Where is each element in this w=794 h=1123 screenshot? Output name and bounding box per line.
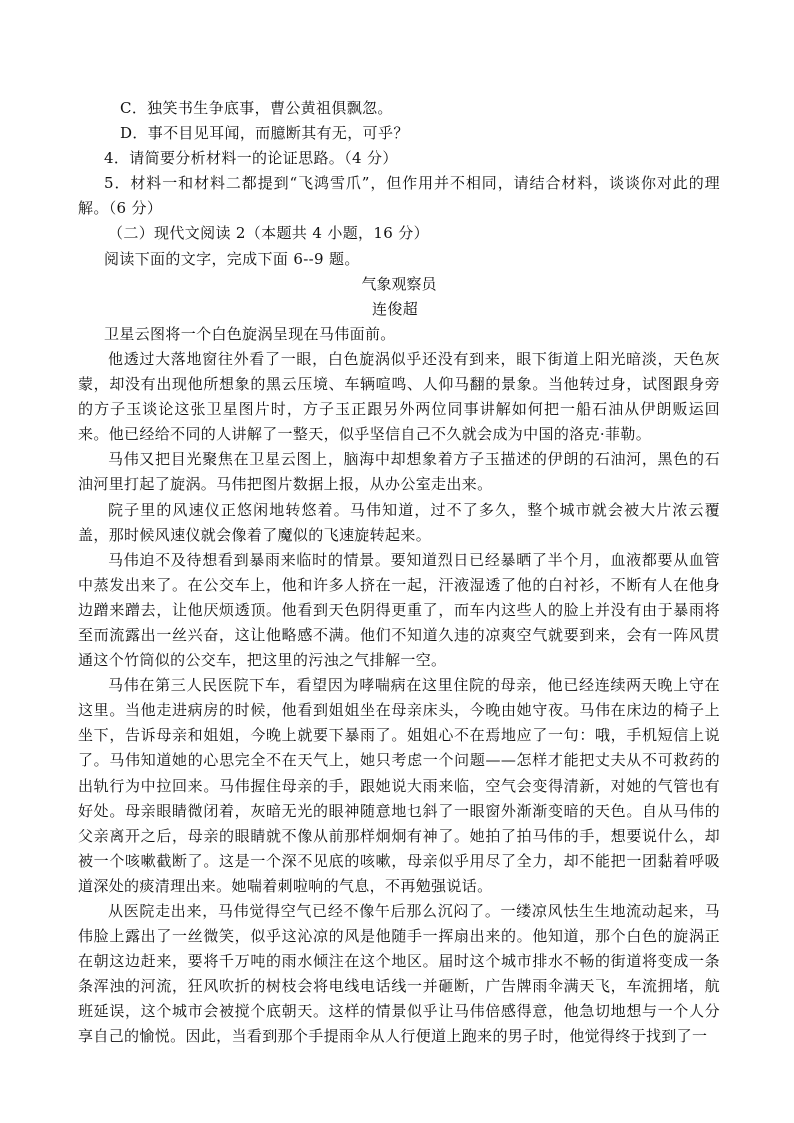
article-author: 连俊超: [372, 299, 419, 318]
option-c: C．独笑书生争底事，曹公黄祖俱飘忽。: [120, 99, 393, 117]
question-4: 4．请简要分析材料一的论证思路。（4 分）: [104, 149, 398, 168]
paragraph-6: 马伟在第三人民医院下车，看望因为哮喘病在这里住院的母亲，他已经连续两天晚上守在这里。当他走进病房的时候，他看到姐姐坐在母亲床头，今晚由她守夜。马伟在床边的椅子上坐下，告诉母亲和姐姐，今晚上就要下暴雨了。姐姐心不在焉地应了一句：哦，手机短信上说了。马伟知道她的心思完全不在天气上，她只考虑一个问题——怎样才能把丈夫从不可救药的出轨行为中拉回来。马伟握住母亲的手，跟她说大雨来临，空气会变得清新，对她的气管也有好处。母亲眼睛微闭着，灰暗无光的眼神随意地乜斜了一眼窗外渐渐变暗的天色。自从马伟的父亲离开之后，母亲的眼睛就不像从前那样炯炯有神了。她拍了拍马伟的手，想要说什么，却被一个咳嗽截断了。这是一个深不见底的咳嗽，母亲似乎用尽了全力，却不能把一团黏着呼吸道深处的痰清理出来。她喘着刺啦响的气息，不再勉强说话。: [78, 676, 720, 895]
paragraph-1: 卫星云图将一个白色旋涡呈现在马伟面前。: [104, 324, 396, 343]
paragraph-5: 马伟迫不及待想看到暴雨来临时的情景。要知道烈日已经暴晒了半个月，血液都要从血管中蒸发出来了。在公交车上，他和许多人挤在一起，汗液湿透了他的白衬衫，不断有人在他身边蹭来蹭去，让他厌烦透顶。他看到天色阴得更重了，而车内这些人的脸上并没有由于暴雨将至而流露出一丝兴奋，这让他略感不满。他们不知道久违的凉爽空气就要到来，会有一阵风贯通这个竹筒似的公交车，把这里的污浊之气排解一空。: [78, 550, 720, 670]
paragraph-2: 他透过大落地窗往外看了一眼，白色旋涡似乎还没有到来，眼下街道上阳光暗淡，天色灰蒙，却没有出现他所想象的黑云压境、车辆喧鸣、人仰马翻的景象。当他转过身，试图跟身旁的方子玉谈论这张卫星图片时，方子玉正跟另外两位同事讲解如何把一船石油从伊朗贩运回来。他已经给不同的人讲解了一整天，似乎坚信自己不久就会成为中国的洛克·菲勒。: [78, 349, 720, 444]
article-title: 气象观察员: [361, 274, 437, 293]
page-content: [78, 96, 720, 1050]
option-d: D．事不目见耳闻，而臆断其有无，可乎？: [120, 124, 409, 143]
question-5: 5．材料一和材料二都提到“飞鸿雪爪”，但作用并不相同，请结合材料，谈谈你对此的理解。（6 分）: [78, 174, 720, 218]
paragraph-7: 从医院走出来，马伟觉得空气已经不像午后那么沉闷了。一缕凉风怯生生地流动起来，马伟脸上露出了一丝微笑，似乎这沁凉的风是他随手一挥扇出来的。他知道，那个白色的旋涡正在朝这边赶来，要将千万吨的雨水倾注在这个地区。届时这个城市排水不畅的街道将变成一条条浑浊的河流，狂风吹折的树枝会将电线电话线一并砸断，广告牌雨伞满天飞，车流拥堵，航班延误，这个城市会被搅个底朝天。这样的情景似乎让马伟倍感得意，他急切地想与一个人分享自己的愉悦。因此，当看到那个手提雨伞从人行便道上跑来的男子时，他觉得终于找到了一: [78, 902, 720, 1046]
paragraph-4: 院子里的风速仪正悠闲地转悠着。马伟知道，过不了多久，整个城市就会被大片浓云覆盖，那时候风速仪就会像着了魔似的飞速旋转起来。: [78, 500, 720, 544]
section-heading: （二）现代文阅读 2（本题共 4 小题，16 分）: [108, 224, 429, 243]
reading-instruction: 阅读下面的文字，完成下面 6--9 题。: [104, 249, 360, 268]
paragraph-3: 马伟又把目光聚焦在卫星云图上，脑海中却想象着方子玉描述的伊朗的石油河，黑色的石油河里打起了旋涡。马伟把图片数据上报，从办公室走出来。: [78, 450, 720, 494]
